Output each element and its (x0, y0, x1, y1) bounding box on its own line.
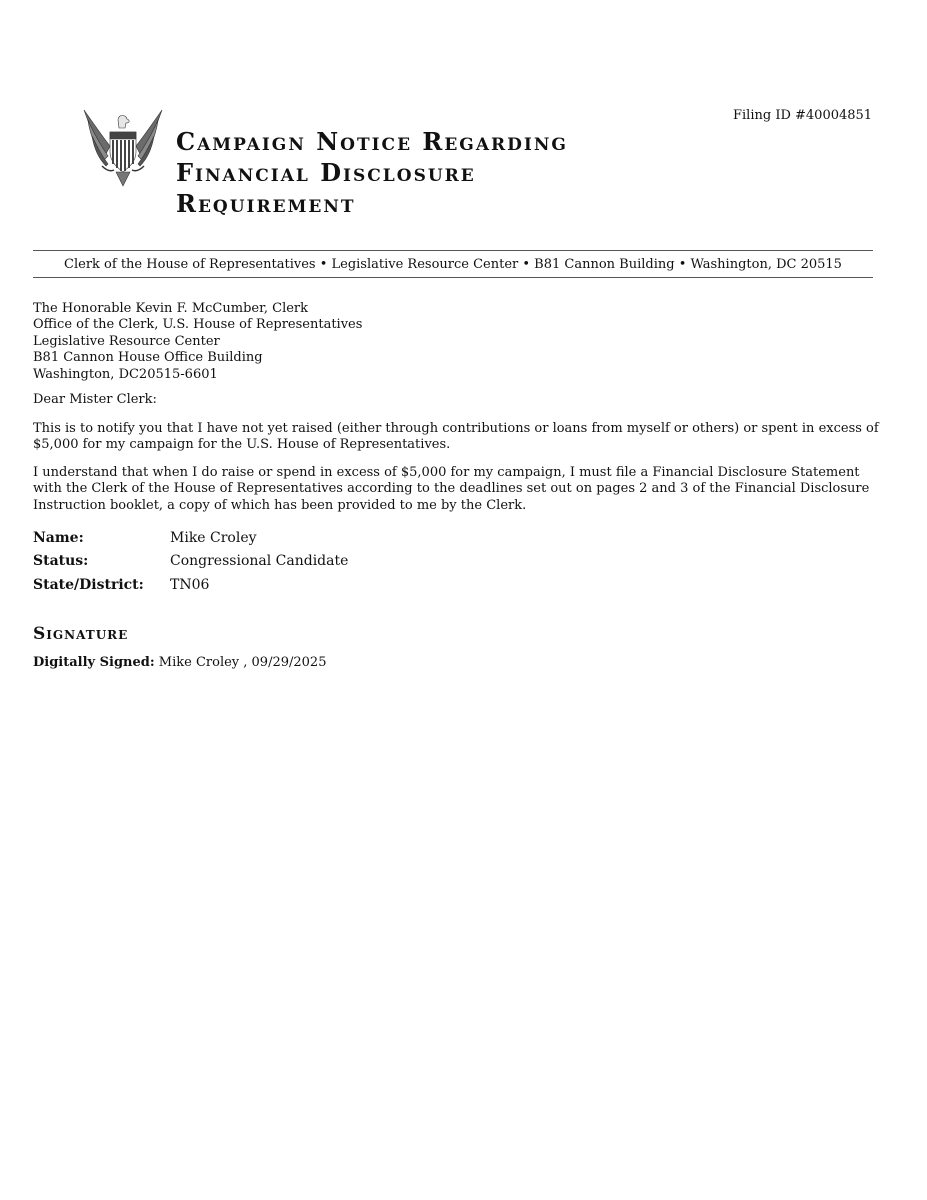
district-row (33, 573, 348, 597)
filing-id: Filing ID #40004851 (733, 108, 873, 123)
salutation: Dear Mister Clerk: (33, 392, 157, 407)
recipient-line-3: Legislative Resource Center (33, 333, 220, 349)
district-label: State/District: (33, 576, 144, 593)
document-title (176, 126, 568, 219)
recipient-line-2: Office of the Clerk, U.S. House of Representatives (33, 317, 363, 333)
signature-heading: Signature (33, 624, 129, 644)
candidate-fields (33, 526, 348, 597)
title-line-2: Financial Disclosure (176, 158, 476, 187)
clerk-address-bar: Clerk of the House of Representatives • Legislative Resource Center • B81 Cannon Building • Washington, DC 20515 (64, 257, 842, 272)
recipient-line-1: The Honorable Kevin F. McCumber, Clerk (33, 301, 309, 316)
recipient-line-4: B81 Cannon House Office Building (33, 350, 263, 366)
name-label: Name: (33, 529, 84, 546)
recipient-address (33, 301, 362, 383)
bottom-divider (33, 277, 873, 278)
signed-label: Digitally Signed: (33, 655, 155, 670)
name-value: Mike Croley (170, 529, 257, 546)
top-divider (33, 250, 873, 251)
name-row (33, 526, 348, 550)
district-value: TN06 (170, 576, 210, 593)
understanding-paragraph: I understand that when I do raise or spend in excess of $5,000 for my campaign, I must file a Financial Disclosure Statement with the Clerk of the House of Representatives according to the deadlines set out on pages 2 and 3 of the Financial Disclosure Instruction booklet, a copy of which has been provided to me by the Clerk. (33, 465, 870, 513)
digital-signature-line (33, 655, 326, 671)
eagle-seal-icon (80, 106, 166, 188)
title-line-3: Requirement (176, 189, 356, 218)
recipient-line-5: Washington, DC20515-6601 (33, 366, 218, 382)
title-line-1: Campaign Notice Regarding (176, 127, 568, 156)
status-value: Congressional Candidate (170, 553, 349, 570)
signed-value: Mike Croley , 09/29/2025 (154, 655, 327, 670)
notice-paragraph: This is to notify you that I have not yet raised (either through contributions or loans from myself or others) or spent in excess of $5,000 for my campaign for the U.S. House of Representatives. (33, 421, 879, 453)
status-label: Status: (33, 553, 89, 570)
status-row (33, 550, 348, 574)
